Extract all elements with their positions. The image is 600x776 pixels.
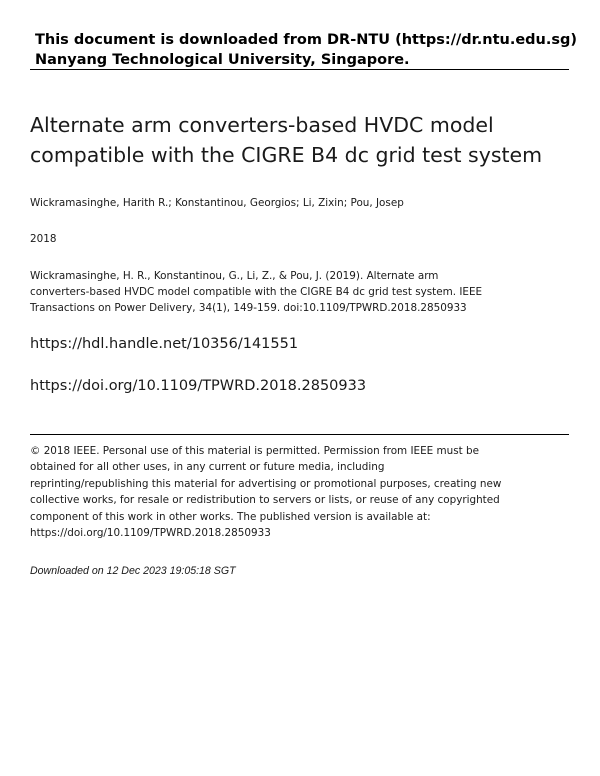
copyright-line-4: collective works, for resale or redistribution to servers or lists, or reuse of any copyrighted — [30, 494, 500, 507]
repository-notice: This document is downloaded from DR-NTU (https://dr.ntu.edu.sg) — [35, 32, 578, 48]
download-timestamp: Downloaded on 12 Dec 2023 19:05:18 SGT — [30, 565, 236, 577]
title-line-1: Alternate arm converters-based HVDC model — [30, 113, 494, 137]
copyright-line-5: component of this work in other works. The published version is available at: — [30, 510, 431, 523]
copyright-line-1: © 2018 IEEE. Personal use of this material is permitted. Permission from IEEE must be — [30, 445, 480, 457]
document-title — [30, 110, 570, 170]
handle-link[interactable]: https://hdl.handle.net/10356/141551 — [30, 336, 299, 352]
citation-line-2: converters-based HVDC model compatible with the CIGRE B4 dc grid test system. IEEE — [30, 286, 483, 298]
copyright-line-6: https://doi.org/10.1109/TPWRD.2018.2850933 — [30, 527, 271, 540]
doi-link[interactable]: https://doi.org/10.1109/TPWRD.2018.2850933 — [30, 378, 367, 394]
institution-name: Nanyang Technological University, Singapore. — [35, 52, 410, 68]
publication-year: 2018 — [30, 233, 57, 245]
section-divider — [30, 434, 569, 435]
copyright-line-3: reprinting/republishing this material for advertising or promotional purposes, creating new — [30, 477, 502, 490]
repository-header — [35, 30, 578, 70]
copyright-notice — [30, 443, 550, 541]
citation-line-3: Transactions on Power Delivery, 34(1), 149-159. doi:10.1109/TPWRD.2018.2850933 — [30, 302, 467, 314]
authors: Wickramasinghe, Harith R.; Konstantinou, Georgios; Li, Zixin; Pou, Josep — [30, 197, 404, 209]
citation — [30, 268, 550, 316]
copyright-line-2: obtained for all other uses, in any current or future media, including — [30, 461, 385, 474]
citation-line-1: Wickramasinghe, H. R., Konstantinou, G., Li, Z., & Pou, J. (2019). Alternate arm — [30, 270, 439, 282]
header-divider — [30, 69, 569, 70]
title-line-2: compatible with the CIGRE B4 dc grid test system — [30, 143, 543, 167]
